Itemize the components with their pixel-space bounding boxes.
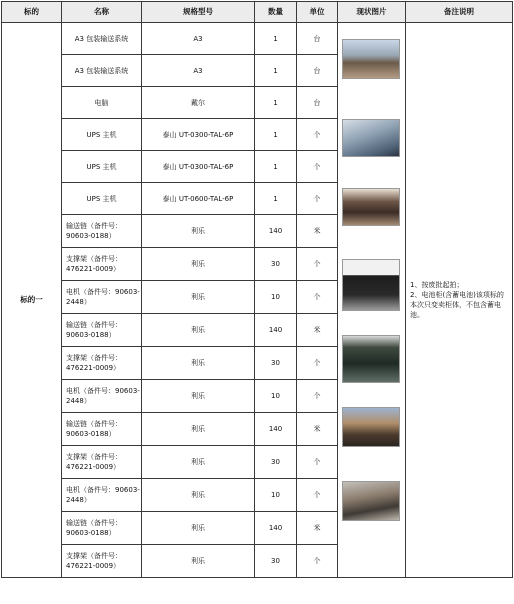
photo-ups-cabinet-icon <box>342 119 400 157</box>
cell-name: 输送链（备件号：90603-0188） <box>62 512 142 545</box>
cell-spec: 利乐 <box>142 380 255 413</box>
cell-unit: 个 <box>297 119 338 151</box>
cell-unit: 个 <box>297 347 338 380</box>
header-photos: 现状图片 <box>338 2 406 23</box>
cell-name: 输送链（备件号：90603-0188） <box>62 314 142 347</box>
cell-unit: 米 <box>297 413 338 446</box>
photo-belt-roll-icon <box>342 259 400 311</box>
cell-qty: 30 <box>255 347 297 380</box>
cell-qty: 140 <box>255 314 297 347</box>
cell-name: 电机（备件号：90603-2448） <box>62 479 142 512</box>
header-notes: 备注说明 <box>406 2 513 23</box>
cell-name: UPS 主机 <box>62 151 142 183</box>
lot-label: 标的一 <box>2 23 62 578</box>
cell-unit: 个 <box>297 545 338 578</box>
cell-unit: 个 <box>297 446 338 479</box>
cell-qty: 1 <box>255 23 297 55</box>
header-lot: 标的 <box>2 2 62 23</box>
cell-name: 支撑架（备件号：476221-0009） <box>62 446 142 479</box>
cell-spec: 利乐 <box>142 347 255 380</box>
cell-spec: 利乐 <box>142 314 255 347</box>
inventory-table <box>1 1 513 578</box>
header-qty: 数量 <box>255 2 297 23</box>
cell-unit: 个 <box>297 281 338 314</box>
cell-qty: 1 <box>255 55 297 87</box>
cell-unit: 米 <box>297 215 338 248</box>
cell-name: 支撑架（备件号：476221-0009） <box>62 545 142 578</box>
cell-spec: A3 <box>142 55 255 87</box>
cell-qty: 140 <box>255 215 297 248</box>
table-row <box>2 23 513 55</box>
header-spec: 规格型号 <box>142 2 255 23</box>
cell-qty: 140 <box>255 413 297 446</box>
photo-conveyor-line-icon <box>342 39 400 79</box>
cell-name: 输送链（备件号：90603-0188） <box>62 215 142 248</box>
photo-scrap-pile-icon <box>342 481 400 521</box>
cell-unit: 台 <box>297 87 338 119</box>
cell-unit: 个 <box>297 380 338 413</box>
header-name: 名称 <box>62 2 142 23</box>
cell-unit: 个 <box>297 479 338 512</box>
cell-spec: 利乐 <box>142 248 255 281</box>
cell-qty: 1 <box>255 119 297 151</box>
cell-spec: 利乐 <box>142 545 255 578</box>
cell-name: 支撑架（备件号：476221-0009） <box>62 248 142 281</box>
cell-spec: 戴尔 <box>142 87 255 119</box>
cell-spec: 利乐 <box>142 479 255 512</box>
cell-qty: 30 <box>255 446 297 479</box>
cell-name: UPS 主机 <box>62 119 142 151</box>
cell-qty: 1 <box>255 151 297 183</box>
photo-scrap-yard-icon <box>342 407 400 447</box>
cell-spec: 泰山 UT-0300-TAL-6P <box>142 119 255 151</box>
photo-battery-box-icon <box>342 335 400 383</box>
cell-name: A3 包装输送系统 <box>62 23 142 55</box>
cell-name: 电机（备件号：90603-2448） <box>62 281 142 314</box>
cell-qty: 30 <box>255 248 297 281</box>
photo-column <box>338 23 406 578</box>
cell-name: UPS 主机 <box>62 183 142 215</box>
cell-spec: 利乐 <box>142 446 255 479</box>
cell-name: 电脑 <box>62 87 142 119</box>
cell-qty: 1 <box>255 183 297 215</box>
cell-spec: 利乐 <box>142 215 255 248</box>
remark-line: 2、电池柜(含蓄电池)该项标的本次只变卖柜体，不包含蓄电池。 <box>410 291 504 319</box>
remark-line: 1、按废批起拍； <box>410 281 464 289</box>
cell-unit: 个 <box>297 183 338 215</box>
cell-unit: 米 <box>297 512 338 545</box>
cell-name: A3 包装输送系统 <box>62 55 142 87</box>
cell-qty: 1 <box>255 87 297 119</box>
cell-qty: 10 <box>255 479 297 512</box>
cell-unit: 个 <box>297 248 338 281</box>
cell-spec: 利乐 <box>142 281 255 314</box>
cell-unit: 台 <box>297 23 338 55</box>
cell-spec: A3 <box>142 23 255 55</box>
photo-ups-rack-icon <box>342 188 400 226</box>
header-unit: 单位 <box>297 2 338 23</box>
cell-qty: 10 <box>255 380 297 413</box>
cell-name: 支撑架（备件号：476221-0009） <box>62 347 142 380</box>
remarks-cell <box>406 23 513 578</box>
cell-name: 电机（备件号：90603-2448） <box>62 380 142 413</box>
cell-spec: 利乐 <box>142 413 255 446</box>
cell-spec: 泰山 UT-0600-TAL-6P <box>142 183 255 215</box>
cell-spec: 利乐 <box>142 512 255 545</box>
cell-qty: 140 <box>255 512 297 545</box>
cell-unit: 台 <box>297 55 338 87</box>
cell-spec: 泰山 UT-0300-TAL-6P <box>142 151 255 183</box>
cell-unit: 米 <box>297 314 338 347</box>
cell-qty: 30 <box>255 545 297 578</box>
cell-unit: 个 <box>297 151 338 183</box>
cell-qty: 10 <box>255 281 297 314</box>
header-row <box>2 2 513 23</box>
cell-name: 输送链（备件号：90603-0188） <box>62 413 142 446</box>
